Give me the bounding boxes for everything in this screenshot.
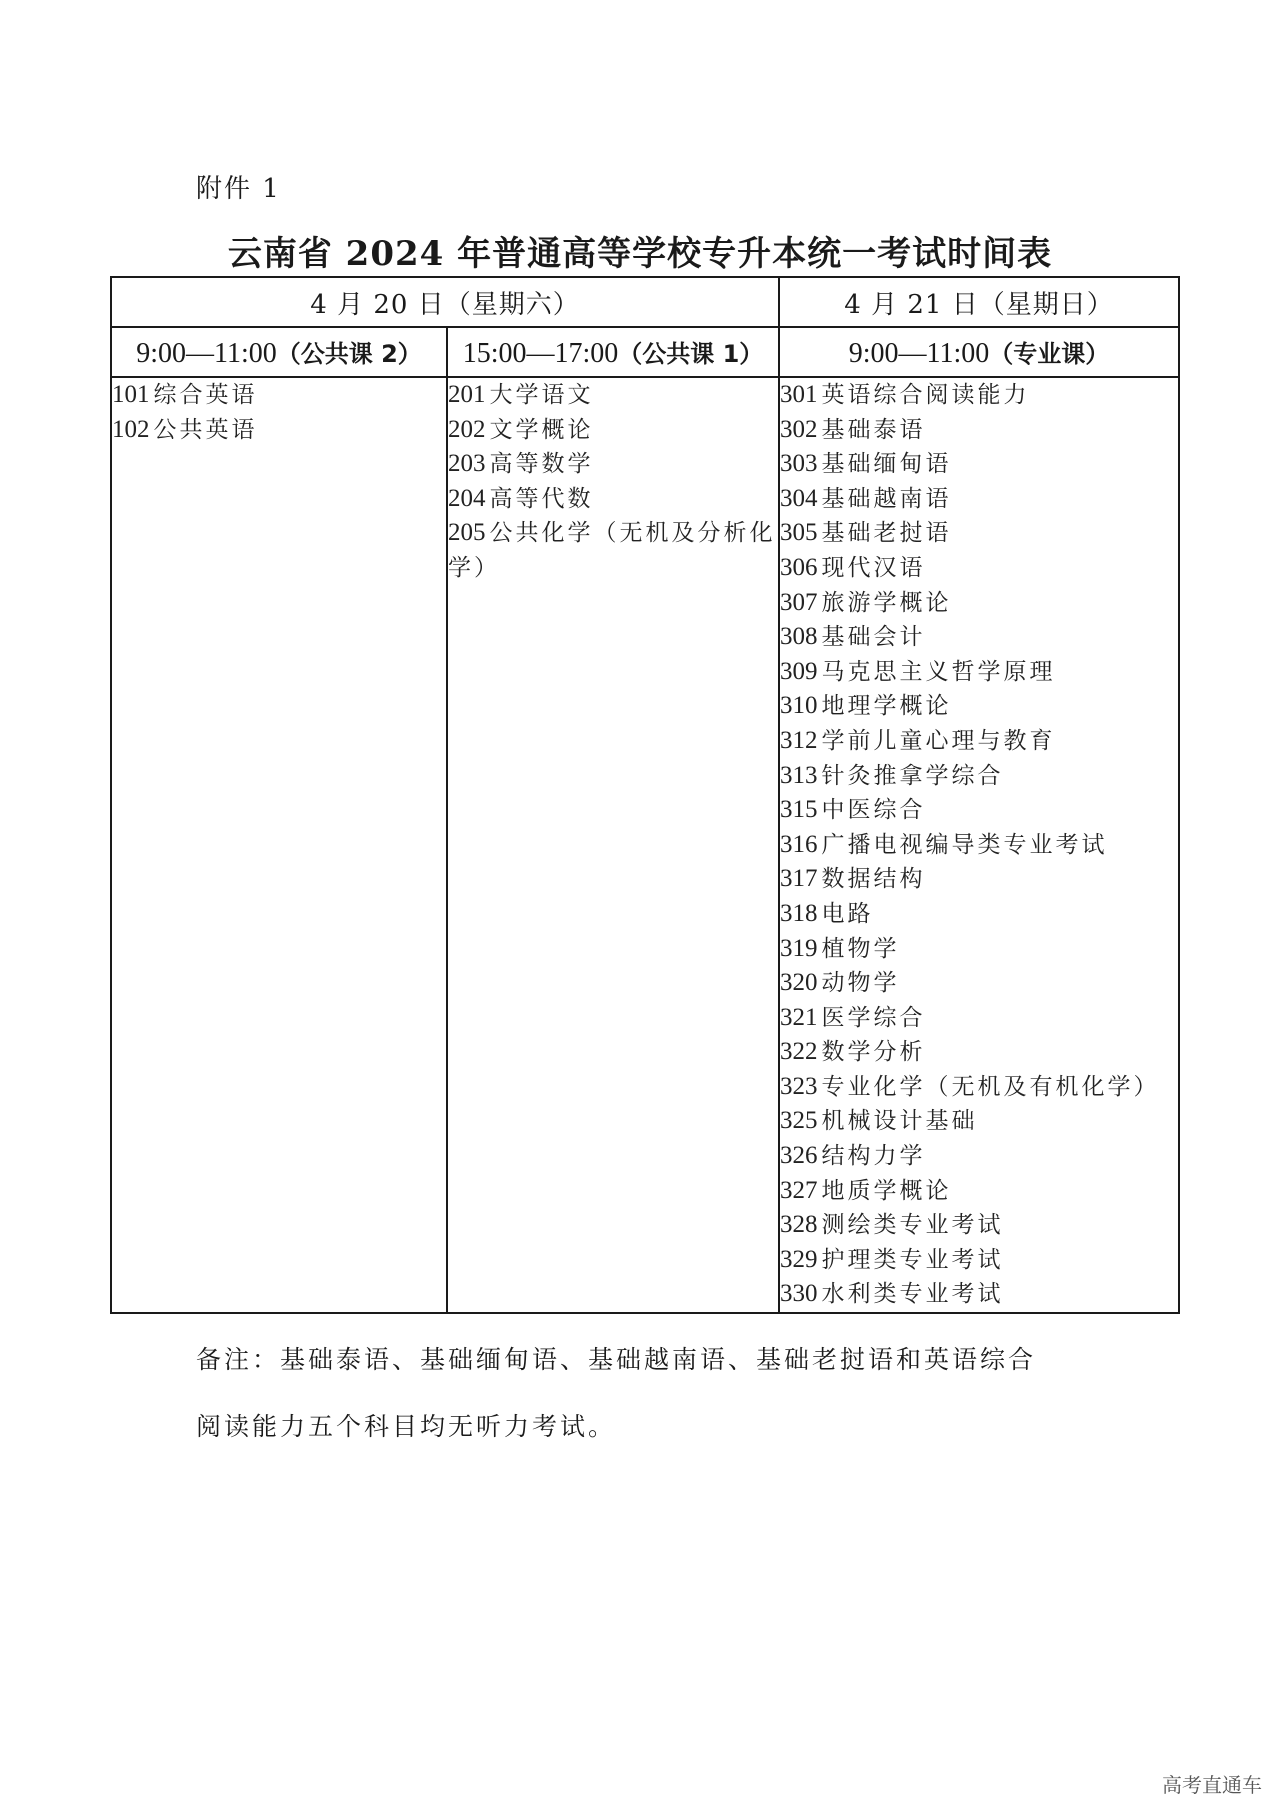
subject-name: 机械设计基础 [821,1108,978,1135]
session-time: 15:00—17:00 [462,338,619,369]
subject-name: 专业化学（无机及有机化学） [821,1073,1160,1100]
subject-item [780,897,1178,932]
subject-name: 地质学概论 [821,1177,952,1204]
subject-name: 电路 [821,900,874,927]
session-type: （专业课） [989,340,1110,368]
subject-name: 基础泰语 [821,416,926,443]
subject-code: 306 [780,553,818,581]
subject-item [448,413,778,448]
subject-name: 动物学 [821,970,900,997]
subject-code: 309 [780,657,818,685]
subject-code: 101 [112,381,150,408]
subject-code: 318 [780,899,818,927]
subject-code: 325 [780,1107,818,1135]
subject-item [780,1104,1178,1139]
subject-name: 大学语文 [489,382,594,408]
subject-item [780,586,1178,621]
subject-code: 304 [780,484,818,512]
subject-item [112,378,446,413]
subject-item [448,482,778,517]
subject-code: 316 [780,830,818,858]
subject-code: 330 [780,1280,818,1308]
session-time: 9:00—11:00 [848,338,990,369]
subject-code: 319 [780,934,818,962]
subject-item [780,1001,1178,1036]
subject-item [780,1035,1178,1070]
subject-name: 中医综合 [821,797,926,824]
subject-name: 数学分析 [821,1039,926,1066]
subject-item [112,413,446,448]
subject-name: 学前儿童心理与教育 [821,727,1056,754]
day-header-sun: 4 月 21 日（星期日） [779,277,1179,327]
subject-name: 综合英语 [153,382,258,408]
subject-name: 现代汉语 [821,554,926,581]
session-3-subjects [779,377,1179,1313]
subject-name: 针灸推拿学综合 [821,762,1004,789]
attachment-label: 附件 1 [196,174,281,204]
session-header-3 [779,327,1179,377]
subject-name: 水利类专业考试 [821,1281,1004,1308]
subject-name: 旅游学概论 [821,589,952,616]
subject-code: 301 [780,381,818,408]
subject-item [780,689,1178,724]
subject-code: 320 [780,969,818,997]
session-2-subjects [447,377,779,1313]
subject-code: 203 [448,450,486,478]
session-1-subjects [111,377,447,1313]
subject-name: 植物学 [821,935,900,962]
subject-code: 205 [448,519,486,547]
subject-item [780,828,1178,863]
subject-code: 321 [780,1003,818,1031]
subject-item [780,378,1178,413]
subject-item [448,516,778,585]
subject-item [780,1243,1178,1278]
subject-code: 317 [780,865,818,893]
subject-name: 公共化学（无机及分析化学） [448,520,776,581]
page-title: 云南省 2024 年普通高等学校专升本统一考试时间表 [227,234,1053,274]
session-header-row [111,327,1179,377]
subject-name: 护理类专业考试 [821,1246,1004,1273]
subject-item [780,516,1178,551]
subject-name: 医学综合 [821,1004,926,1031]
day-header-sat: 4 月 20 日（星期六） [111,277,779,327]
subject-code: 323 [780,1072,818,1100]
subject-code: 328 [780,1211,818,1239]
subject-item [448,447,778,482]
subject-item [780,1174,1178,1209]
subject-code: 102 [112,415,150,443]
watermark: 高考直通车 [1162,1773,1262,1797]
subject-item [780,932,1178,967]
subject-code: 315 [780,796,818,824]
session-header-1 [111,327,447,377]
subject-name: 英语综合阅读能力 [821,382,1030,408]
subject-item [780,759,1178,794]
subject-name: 基础老挝语 [821,520,952,547]
subject-name: 基础会计 [821,624,926,651]
day-header-row [111,277,1179,327]
subject-item [780,1208,1178,1243]
subject-name: 广播电视编导类专业考试 [821,831,1108,858]
subject-code: 305 [780,519,818,547]
subject-item [780,862,1178,897]
session-time: 9:00—11:00 [136,338,277,369]
subject-name: 地理学概论 [821,693,952,720]
subject-code: 302 [780,415,818,443]
subject-item [780,447,1178,482]
subject-name: 高等代数 [489,485,594,512]
session-type: （公共课 1） [618,340,764,368]
subject-code: 327 [780,1176,818,1204]
subject-code: 329 [780,1245,818,1273]
subject-item [780,655,1178,690]
subject-name: 公共英语 [153,416,258,443]
subjects-row [111,377,1179,1313]
subject-name: 文学概论 [489,416,594,443]
session-header-2 [447,327,779,377]
subject-name: 结构力学 [821,1143,926,1170]
subject-item [780,620,1178,655]
subject-code: 201 [448,381,486,408]
subject-item [780,724,1178,759]
subject-item [780,413,1178,448]
note-line-2: 阅读能力五个科目均无听力考试。 [196,1412,617,1441]
subject-code: 326 [780,1142,818,1170]
note-line-1: 备注：基础泰语、基础缅甸语、基础越南语、基础老挝语和英语综合 [196,1345,1037,1374]
subject-code: 308 [780,623,818,651]
subject-name: 马克思主义哲学原理 [821,658,1056,685]
subject-code: 313 [780,761,818,789]
subject-code: 312 [780,726,818,754]
subject-code: 204 [448,484,486,512]
subject-item [780,1139,1178,1174]
subject-name: 基础越南语 [821,485,952,512]
subject-item [448,378,778,413]
subject-code: 310 [780,692,818,720]
session-type: （公共课 2） [276,340,422,368]
exam-schedule-table [110,276,1180,1314]
subject-code: 202 [448,415,486,443]
subject-item [780,1070,1178,1105]
subject-item [780,1277,1178,1312]
subject-code: 303 [780,450,818,478]
subject-name: 数据结构 [821,866,926,893]
subject-name: 测绘类专业考试 [821,1212,1004,1239]
subject-item [780,966,1178,1001]
subject-item [780,482,1178,517]
subject-item [780,793,1178,828]
subject-item [780,551,1178,586]
subject-code: 307 [780,588,818,616]
subject-name: 高等数学 [489,451,594,478]
subject-name: 基础缅甸语 [821,451,952,478]
subject-code: 322 [780,1038,818,1066]
